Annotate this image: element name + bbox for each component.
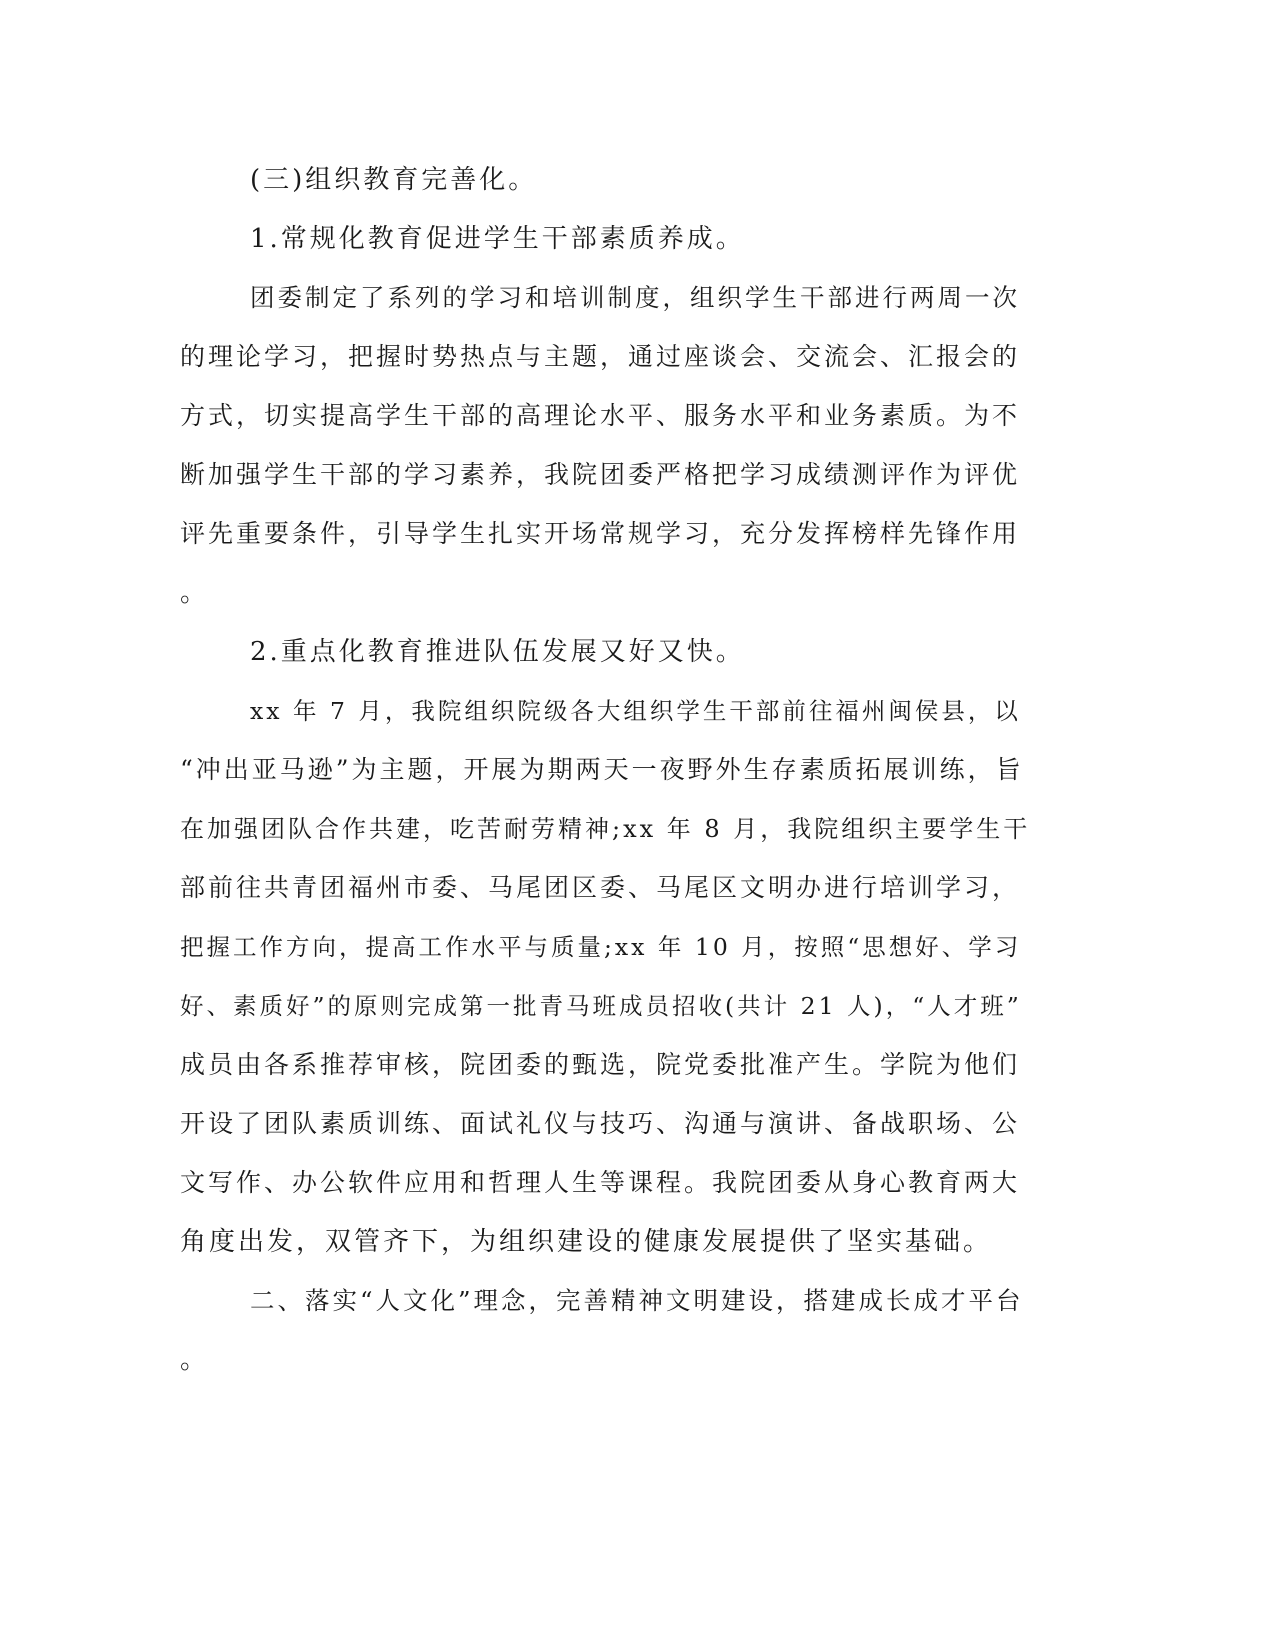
paragraph-1-line-4: 断加强学生干部的学习素养，我院团委严格把学习成绩测评作为评优 xyxy=(180,460,1021,489)
paragraph-2-line-7: 成员由各系推荐审核，院团委的甄选，院党委批准产生。学院为他们 xyxy=(180,1050,1021,1079)
subsection-heading-1: 1.常规化教育促进学生干部素质养成。 xyxy=(250,224,745,254)
paragraph-2-line-6: 好、素质好”的原则完成第一批青马班成员招收(共计 21 人)，“人才班” xyxy=(180,992,1022,1020)
paragraph-1-line-5: 评先重要条件，引导学生扎实开场常规学习，充分发挥榜样先锋作用 xyxy=(180,519,1021,548)
section-heading-2-tail: 。 xyxy=(180,1345,210,1375)
paragraph-2-line-1: xx 年 7 月，我院组织院级各大组织学生干部前往福州闽侯县，以 xyxy=(250,697,1021,725)
paragraph-2-line-10: 角度出发，双管齐下，为组织建设的健康发展提供了坚实基础。 xyxy=(180,1227,993,1257)
section-heading: (三)组织教育完善化。 xyxy=(250,165,538,195)
paragraph-1-line-1: 团委制定了系列的学习和培训制度，组织学生干部进行两周一次 xyxy=(250,283,1020,312)
paragraph-2-line-3: 在加强团队合作共建，吃苦耐劳精神;xx 年 8 月，我院组织主要学生干 xyxy=(180,815,1031,843)
section-heading-2: 二、落实“人文化”理念，完善精神文明建设，搭建成长成才平台 xyxy=(250,1286,1024,1315)
paragraph-1-line-3: 方式，切实提高学生干部的高理论水平、服务水平和业务素质。为不 xyxy=(180,401,1021,430)
paragraph-2-line-4: 部前往共青团福州市委、马尾团区委、马尾区文明办进行培训学习， xyxy=(180,873,1021,902)
paragraph-1-line-2: 的理论学习，把握时势热点与主题，通过座谈会、交流会、汇报会的 xyxy=(180,342,1021,371)
paragraph-2-line-2: “冲出亚马逊”为主题，开展为期两天一夜野外生存素质拓展训练，旨 xyxy=(180,755,1024,784)
paragraph-2-line-8: 开设了团队素质训练、面试礼仪与技巧、沟通与演讲、备战职场、公 xyxy=(180,1109,1021,1138)
paragraph-2-line-5: 把握工作方向，提高工作水平与质量;xx 年 10 月，按照“思想好、学习 xyxy=(180,933,1022,961)
paragraph-2-line-9: 文写作、办公软件应用和哲理人生等课程。我院团委从身心教育两大 xyxy=(180,1168,1021,1197)
subsection-heading-2: 2.重点化教育推进队伍发展又好又快。 xyxy=(250,637,745,667)
paragraph-1-line-6: 。 xyxy=(180,578,210,608)
